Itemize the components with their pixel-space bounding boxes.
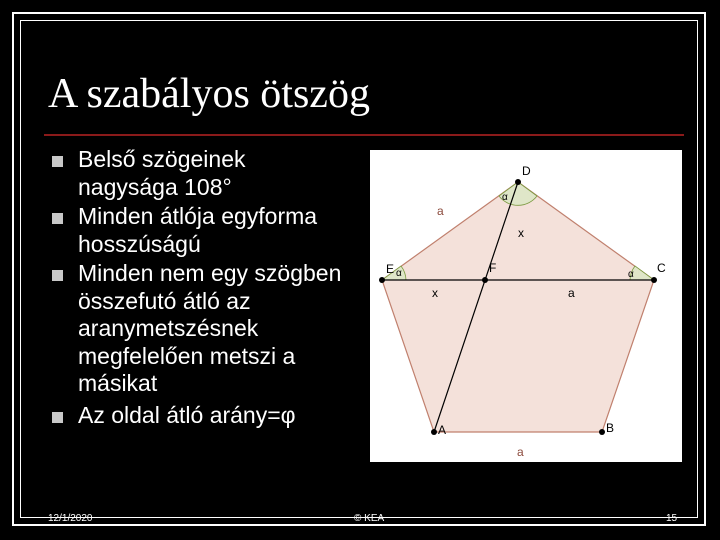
vertex-point-f xyxy=(482,277,488,283)
bullet-item xyxy=(50,402,350,430)
vertex-label-c: C xyxy=(657,261,666,275)
footer-copyright: © KEA xyxy=(354,513,385,524)
bullet-item xyxy=(50,146,350,201)
segment-label-fc: a xyxy=(568,286,575,300)
segment-label-side-de: a xyxy=(437,204,444,218)
angle-label-e: α xyxy=(396,268,402,279)
segment-label-df: x xyxy=(518,226,524,240)
square-bullet-icon xyxy=(52,156,63,167)
bullet-list xyxy=(50,146,350,429)
vertex-point-e xyxy=(379,277,385,283)
vertex-label-e: E xyxy=(386,262,395,276)
vertex-label-d: D xyxy=(522,164,531,178)
bullet-text: Minden nem egy szögben összefutó átló az aranymetszésnek megfelelően metszi a másikat xyxy=(78,260,342,396)
vertex-point-a xyxy=(431,429,437,435)
vertex-point-d xyxy=(515,179,521,185)
vertex-point-b xyxy=(599,429,605,435)
bullet-item xyxy=(50,260,350,398)
bullet-text: Minden átlója egyforma hosszúságú xyxy=(78,203,318,257)
angle-label-c: α xyxy=(628,269,634,280)
vertex-label-f: F xyxy=(489,261,497,275)
page-number: 15 xyxy=(666,513,678,524)
slide-title: A szabályos ötszög xyxy=(48,71,370,117)
vertex-label-b: B xyxy=(606,421,615,435)
bullet-text: Belső szögeinek nagysága 108° xyxy=(78,146,246,200)
square-bullet-icon xyxy=(52,213,63,224)
square-bullet-icon xyxy=(52,270,63,281)
bullet-text: Az oldal átló arány=φ xyxy=(78,401,296,428)
vertex-label-a: A xyxy=(438,423,447,437)
vertex-point-c xyxy=(651,277,657,283)
segment-label-ef: x xyxy=(432,286,438,300)
footer-date: 12/1/2020 xyxy=(48,513,93,524)
square-bullet-icon xyxy=(52,412,63,423)
title-underline xyxy=(44,134,684,136)
segment-label-side-ab: a xyxy=(517,445,524,459)
pentagon-diagram xyxy=(370,150,682,462)
angle-label-d: α xyxy=(502,192,508,203)
bullet-item xyxy=(50,203,350,258)
